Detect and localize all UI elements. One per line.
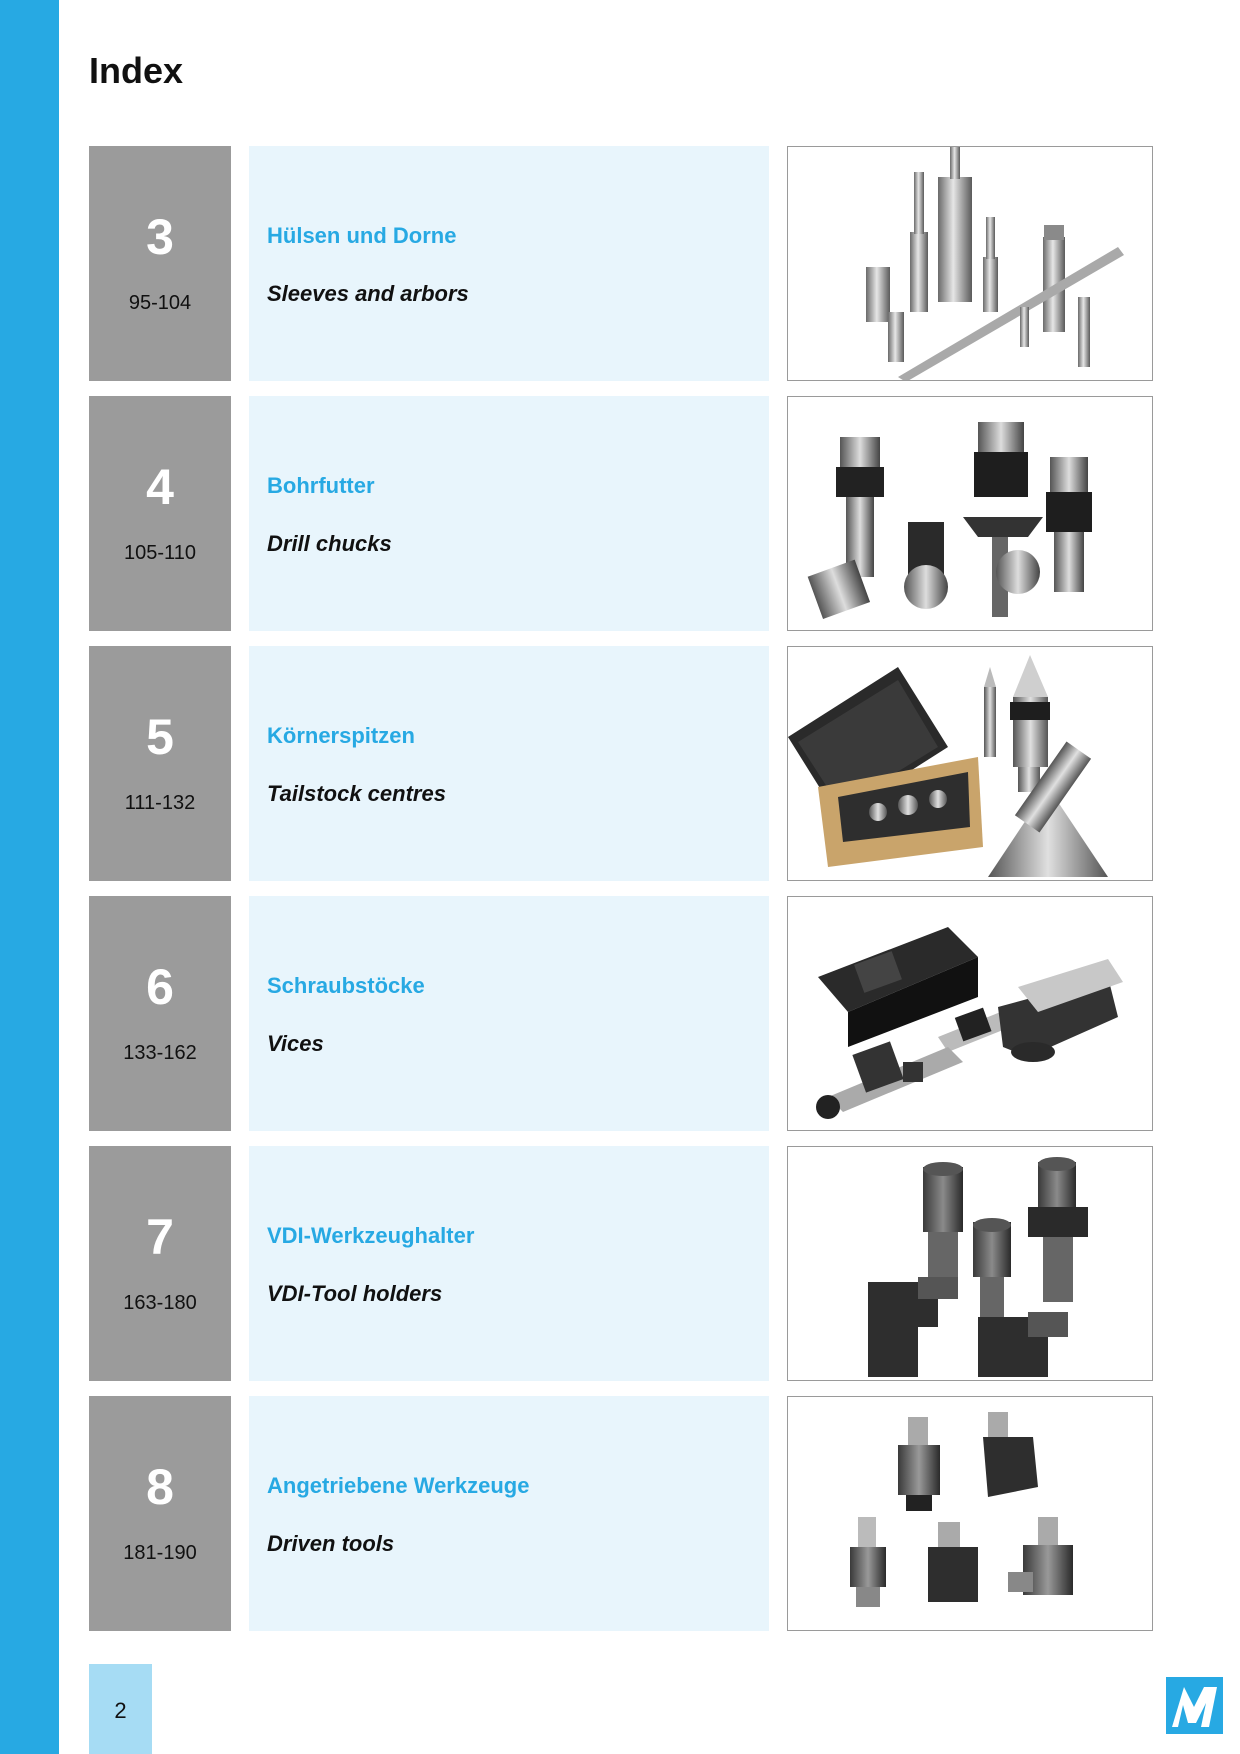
chapter-title-box[interactable] [249,396,769,631]
index-row-tailstock-centres[interactable] [89,646,1154,881]
m-logo-icon [1166,1677,1223,1734]
chapter-number: 5 [146,709,174,765]
tailstock-centres-image [787,646,1153,881]
chapter-number: 7 [146,1209,174,1265]
chapter-number: 4 [146,459,174,515]
chapter-title-german[interactable]: Schraubstöcke [267,973,425,998]
chapter-number-box [89,146,231,381]
sleeves-arbors-image [787,146,1153,381]
page-range: 133-162 [123,1042,197,1064]
page-title: Index [89,50,184,91]
page-number: 2 [114,1698,127,1723]
index-row-vices[interactable] [89,896,1154,1131]
chapter-title-english[interactable]: Sleeves and arbors [267,281,469,306]
chapter-title-box[interactable] [249,896,769,1131]
chapter-number-box [89,396,231,631]
chapter-title-box[interactable] [249,1146,769,1381]
side-accent-bar [0,0,59,1754]
chapter-title-english[interactable]: Drill chucks [267,531,392,556]
vices-image [787,896,1153,1131]
chapter-number: 3 [146,209,174,265]
page-range: 163-180 [123,1292,197,1314]
page-number-box [89,1664,152,1754]
chapter-title-box[interactable] [249,646,769,881]
chapter-title-english[interactable]: Vices [267,1031,324,1056]
chapter-title-german[interactable]: Bohrfutter [267,473,375,498]
vdi-tool-holders-image [787,1146,1153,1381]
chapter-title-english[interactable]: VDI-Tool holders [267,1281,443,1306]
chapter-number: 6 [146,959,174,1015]
chapter-title-german[interactable]: Körnerspitzen [267,723,415,748]
page-range: 105-110 [124,542,196,564]
chapter-title-box[interactable] [249,146,769,381]
chapter-number: 8 [146,1459,174,1515]
chapter-title-german[interactable]: Hülsen und Dorne [267,223,457,248]
page-range: 111-132 [124,792,196,814]
drill-chucks-image [787,396,1153,631]
chapter-number-box [89,1146,231,1381]
chapter-number-box [89,646,231,881]
chapter-number-box [89,1396,231,1631]
page-range: 181-190 [123,1542,197,1564]
index-row-vdi-tool-holders[interactable] [89,1146,1154,1381]
chapter-title-english[interactable]: Tailstock centres [267,781,446,806]
driven-tools-image [787,1396,1153,1631]
chapter-title-box[interactable] [249,1396,769,1631]
index-row-driven-tools[interactable] [89,1396,1154,1631]
chapter-title-german[interactable]: Angetriebene Werkzeuge [267,1473,530,1498]
chapter-number-box [89,896,231,1131]
chapter-title-english[interactable]: Driven tools [267,1531,395,1556]
chapter-title-german[interactable]: VDI-Werkzeughalter [267,1223,475,1248]
index-row-drill-chucks[interactable] [89,396,1154,631]
index-row-sleeves[interactable] [89,146,1154,381]
page-range: 95-104 [128,292,192,314]
